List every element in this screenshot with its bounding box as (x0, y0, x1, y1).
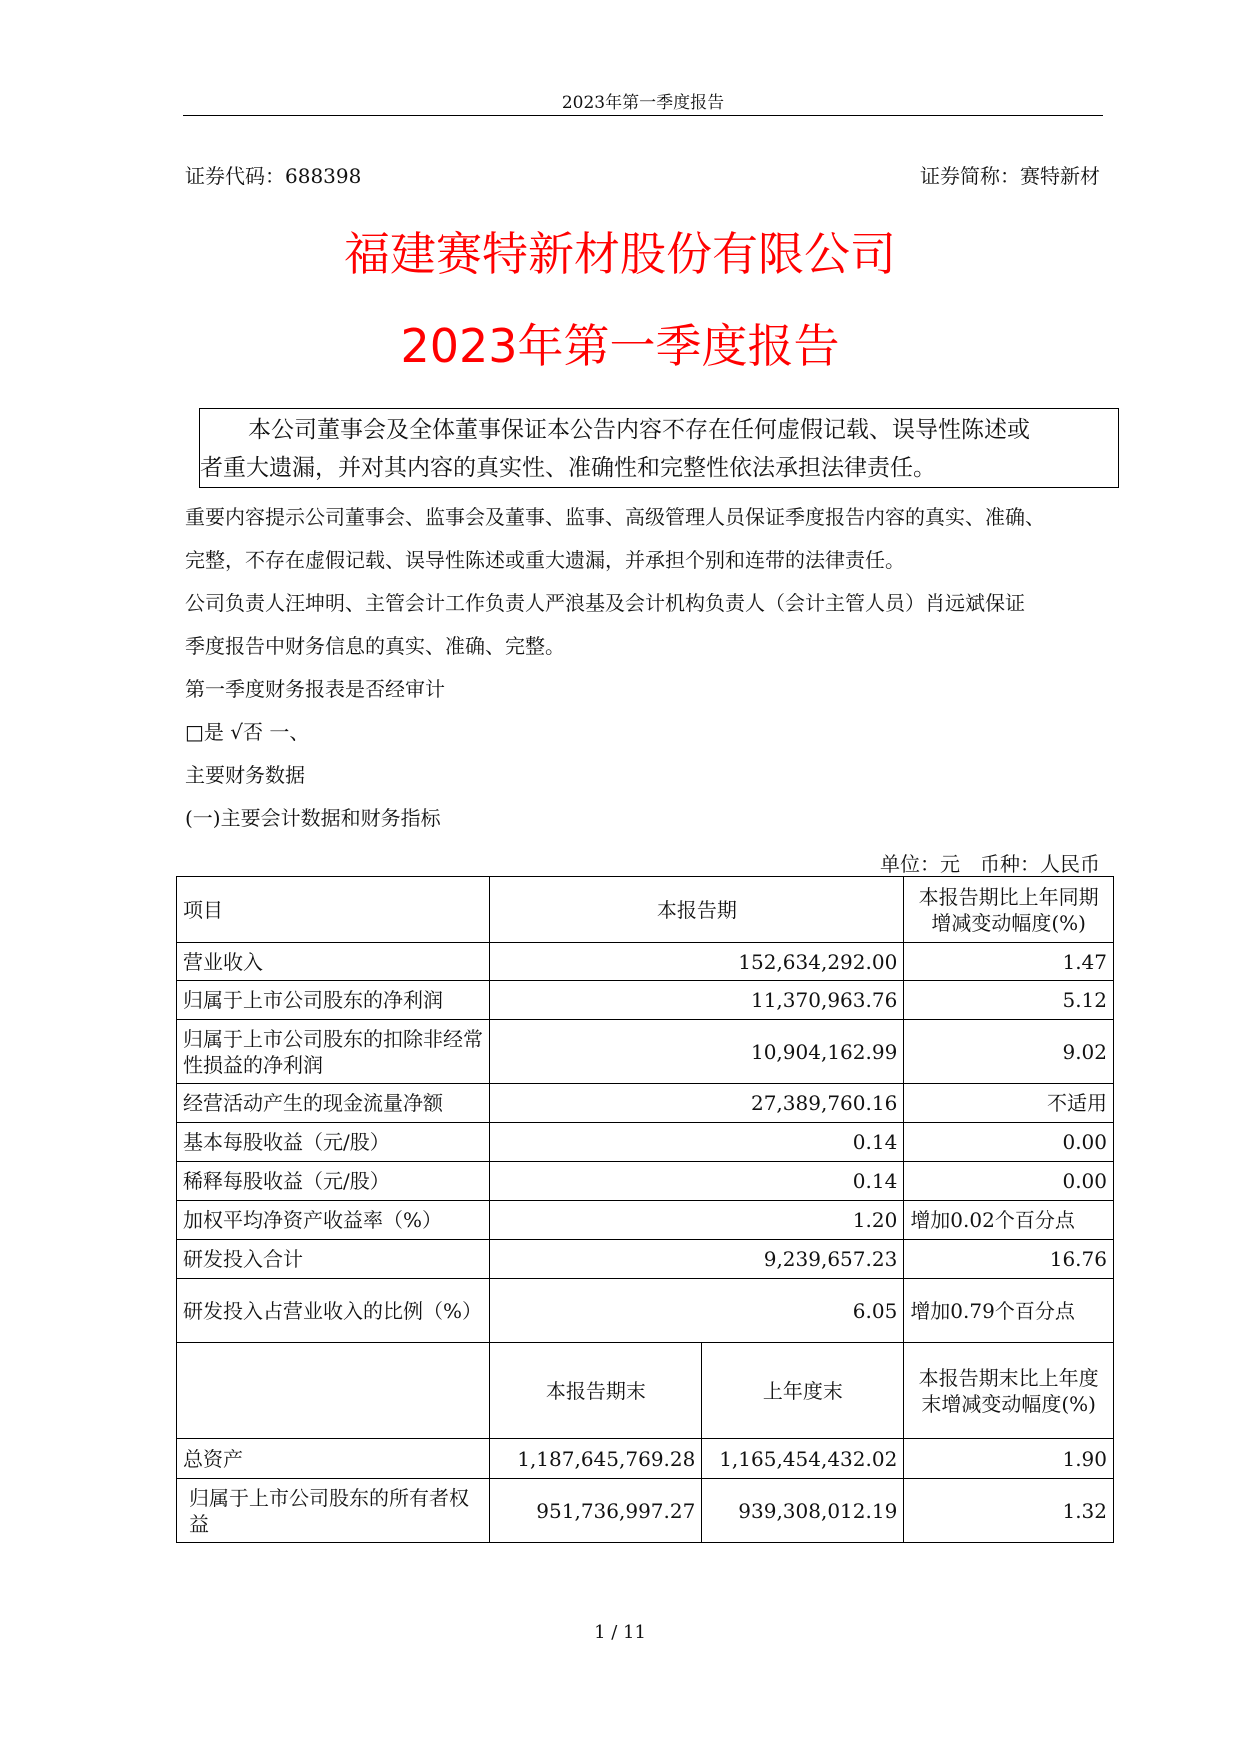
row-change: 0.00 (904, 1162, 1114, 1201)
table-row (177, 1020, 1114, 1084)
row-current: 0.14 (490, 1162, 904, 1201)
notice-line-2: 者重大遗漏，并对其内容的真实性、准确性和完整性依法承担法律责任。 (200, 455, 936, 481)
table-header-row-2 (177, 1343, 1114, 1439)
row-current: 9,239,657.23 (490, 1240, 904, 1279)
table-row (177, 1240, 1114, 1279)
table-row (177, 981, 1114, 1020)
header-rule (183, 115, 1103, 116)
row-current: 0.14 (490, 1123, 904, 1162)
important-note-2: 完整，不存在虚假记载、误导性陈述或重大遗漏，并承担个别和连带的法律责任。 (185, 548, 905, 572)
header2-period-end: 本报告期末 (490, 1343, 702, 1439)
important-note-1: 重要内容提示公司董事会、监事会及董事、监事、高级管理人员保证季度报告内容的真实、准确、 (185, 505, 1045, 529)
row-item: 稀释每股收益（元/股） (177, 1162, 490, 1201)
row-item: 归属于上市公司股东的净利润 (177, 981, 490, 1020)
row-change: 5.12 (904, 981, 1114, 1020)
responsible-note-1: 公司负责人汪坤明、主管会计工作负责人严浪基及会计机构负责人（会计主管人员）肖远斌保证 (185, 591, 1025, 615)
row-change: 增加0.02个百分点 (904, 1201, 1114, 1240)
row-item: 加权平均净资产收益率（%） (177, 1201, 490, 1240)
row-change: 1.32 (904, 1479, 1114, 1543)
notice-box (199, 408, 1119, 488)
row-change: 增加0.79个百分点 (904, 1279, 1114, 1343)
row-period-end: 951,736,997.27 (490, 1479, 702, 1543)
header2-item-empty (177, 1343, 490, 1439)
row-change: 1.47 (904, 943, 1114, 981)
security-code: 证券代码：688398 (185, 164, 362, 188)
row-item: 总资产 (177, 1439, 490, 1479)
row-change: 0.00 (904, 1123, 1114, 1162)
row-prior: 939,308,012.19 (702, 1479, 904, 1543)
table-row (177, 1479, 1114, 1543)
unit-line: 单位：元 币种：人民币 (880, 852, 1100, 876)
row-item: 归属于上市公司股东的扣除非经常性损益的净利润 (177, 1020, 490, 1084)
table-row (177, 1439, 1114, 1479)
table-row (177, 1279, 1114, 1343)
audit-answer: □是 √否 一、 (185, 720, 310, 744)
table-row (177, 1201, 1114, 1240)
row-change: 不适用 (904, 1084, 1114, 1123)
header2-change: 本报告期末比上年度末增减变动幅度(%) (904, 1343, 1114, 1439)
row-prior: 1,165,454,432.02 (702, 1439, 904, 1479)
row-period-end: 1,187,645,769.28 (490, 1439, 702, 1479)
report-title: 2023年第一季度报告 (400, 319, 840, 373)
table-row (177, 1123, 1114, 1162)
company-title: 福建赛特新材股份有限公司 (344, 227, 896, 281)
row-current: 10,904,162.99 (490, 1020, 904, 1084)
subsection-title: (一)主要会计数据和财务指标 (185, 806, 441, 830)
row-current: 11,370,963.76 (490, 981, 904, 1020)
table-row (177, 1084, 1114, 1123)
notice-line-1: 本公司董事会及全体董事保证本公告内容不存在任何虚假记载、误导性陈述或 (248, 417, 1030, 443)
table-row (177, 943, 1114, 981)
audit-question: 第一季度财务报表是否经审计 (185, 677, 445, 701)
header2-prior-year-end: 上年度末 (702, 1343, 904, 1439)
row-change: 1.90 (904, 1439, 1114, 1479)
header-item: 项目 (177, 877, 490, 943)
responsible-note-2: 季度报告中财务信息的真实、准确、完整。 (185, 634, 565, 658)
running-header: 2023年第一季度报告 (561, 93, 725, 113)
row-change: 9.02 (904, 1020, 1114, 1084)
row-item: 营业收入 (177, 943, 490, 981)
header-change: 本报告期比上年同期增减变动幅度(%) (904, 877, 1114, 943)
row-item: 研发投入合计 (177, 1240, 490, 1279)
header-current: 本报告期 (490, 877, 904, 943)
row-current: 6.05 (490, 1279, 904, 1343)
row-item: 归属于上市公司股东的所有者权益 (177, 1479, 490, 1543)
section-title: 主要财务数据 (185, 763, 305, 787)
row-item: 经营活动产生的现金流量净额 (177, 1084, 490, 1123)
page-number: 1 / 11 (594, 1622, 646, 1643)
table-header-row (177, 877, 1114, 943)
security-abbr: 证券简称：赛特新材 (920, 164, 1100, 188)
row-current: 1.20 (490, 1201, 904, 1240)
row-item: 基本每股收益（元/股） (177, 1123, 490, 1162)
table-row (177, 1162, 1114, 1201)
row-change: 16.76 (904, 1240, 1114, 1279)
row-current: 27,389,760.16 (490, 1084, 904, 1123)
financial-data-table (176, 876, 1114, 1543)
row-item: 研发投入占营业收入的比例（%） (177, 1279, 490, 1343)
row-current: 152,634,292.00 (490, 943, 904, 981)
